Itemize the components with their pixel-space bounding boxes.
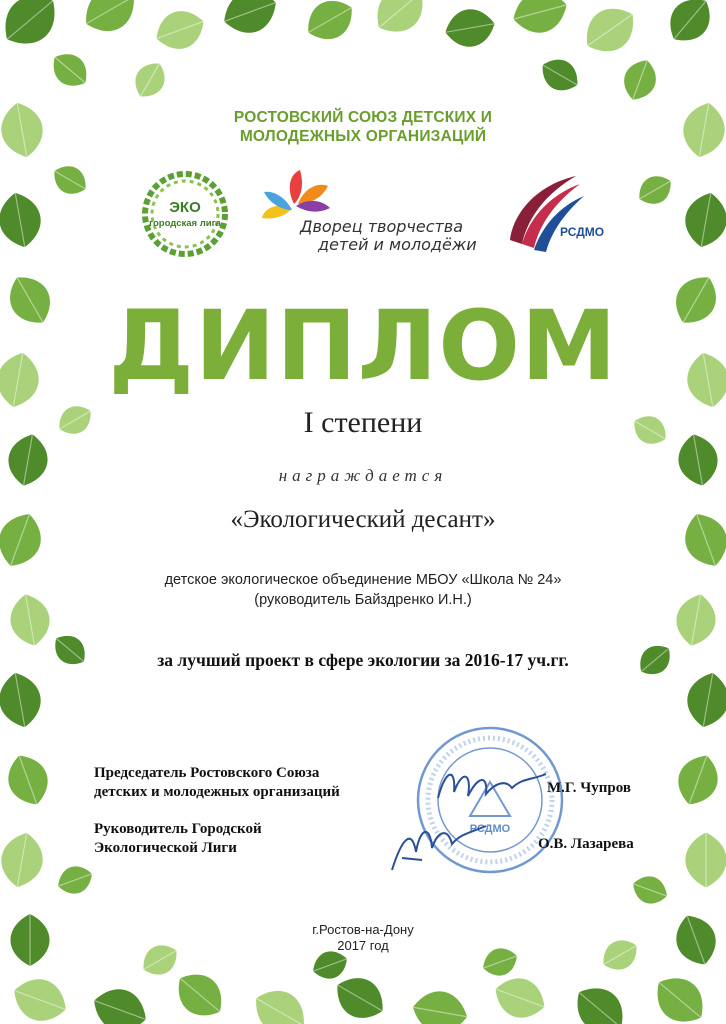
stamp-center-text: РСДМО [469,823,511,835]
footer-year: 2017 год [337,938,389,953]
leaf-icon [0,189,45,250]
leaf-icon [508,0,572,39]
leaf-icon [660,0,721,51]
leaf-icon [76,0,144,42]
eco-logo-top-text: ЭКО [169,199,201,216]
leaf-icon [87,981,153,1024]
signature-2-name: О.В. Лазарева [538,836,634,852]
leaf-icon [0,0,67,57]
leaf-icon [328,968,393,1024]
organization-title-line2: МОЛОДЕЖНЫХ ОРГАНИЗАЦИЙ [239,128,487,145]
diploma-title: ДИПЛОМ [108,290,618,402]
leaf-icon [0,669,45,730]
leaf-icon [683,669,726,730]
signature-2-title-line1: Руководитель Городской [94,821,262,837]
leaf-icon [48,159,93,200]
signature-block-1 [94,764,340,802]
leaf-icon [633,169,678,210]
eco-logo-bottom-text: городская лига [149,218,221,229]
leaf-icon [671,749,725,811]
leaf-icon [442,5,498,51]
leaf-icon [681,189,726,250]
leaf-icon [628,871,671,909]
rsdmo-logo-text: РСДМО [560,225,605,239]
leaf-icon [168,963,233,1024]
signature-1-name: М.Г. Чупров [547,780,631,796]
leaf-icon [45,46,95,95]
leaf-icon [1,749,55,811]
leaf-icon [246,980,314,1024]
leaf-icon [128,56,172,103]
signature-1-title-line1: Председатель Ростовского Союза [94,765,320,781]
association-line2: (руководитель Байздренко И.Н.) [254,592,472,608]
leaf-icon [618,55,662,105]
leaf-icon [489,971,551,1024]
leaf-icon [217,0,283,41]
signature-1-title-line2: детских и молодежных организаций [94,784,340,800]
leaf-icon [0,829,47,890]
palace-logo-line2: детей и молодёжи [318,235,477,254]
palace-logo-line1: Дворец творчества [300,217,464,236]
leaf-icon [566,977,635,1024]
leaf-icon [646,967,715,1024]
organization-title-line1: РОСТОВСКИЙ СОЮЗ ДЕТСКИХ И [233,109,493,126]
signature-lazareva [382,808,492,878]
flower-icon [262,170,330,219]
team-name: «Экологический десант» [230,506,496,533]
signature-2-title-line2: Экологической Лиги [94,840,237,856]
leaf-icon [299,0,361,49]
swoosh-icon [510,176,584,252]
eco-league-logo [130,168,240,264]
organization-title [0,108,726,146]
leaf-icon [7,971,73,1024]
palace-of-creativity-logo [256,168,477,258]
leaf-icon [685,833,726,888]
leaf-icon [535,52,585,98]
signature-block-2 [94,820,262,858]
leaf-icon [150,4,210,56]
awarded-text: награждается [278,466,448,485]
diploma-degree: I степени [303,406,423,439]
association-info [0,570,726,610]
rsdmo-logo [500,170,605,266]
footer-city: г.Ростов-на-Дону [312,922,414,937]
leaf-icon [53,861,96,899]
award-reason: за лучший проект в сфере экологии за 2016-17 уч.гг. [157,650,569,670]
leaf-icon [576,0,645,63]
leaf-icon [366,0,435,43]
association-line1: детское экологическое объединение МБОУ «Школа № 24» [164,572,562,588]
footer [0,922,726,954]
leaf-icon [409,987,470,1024]
